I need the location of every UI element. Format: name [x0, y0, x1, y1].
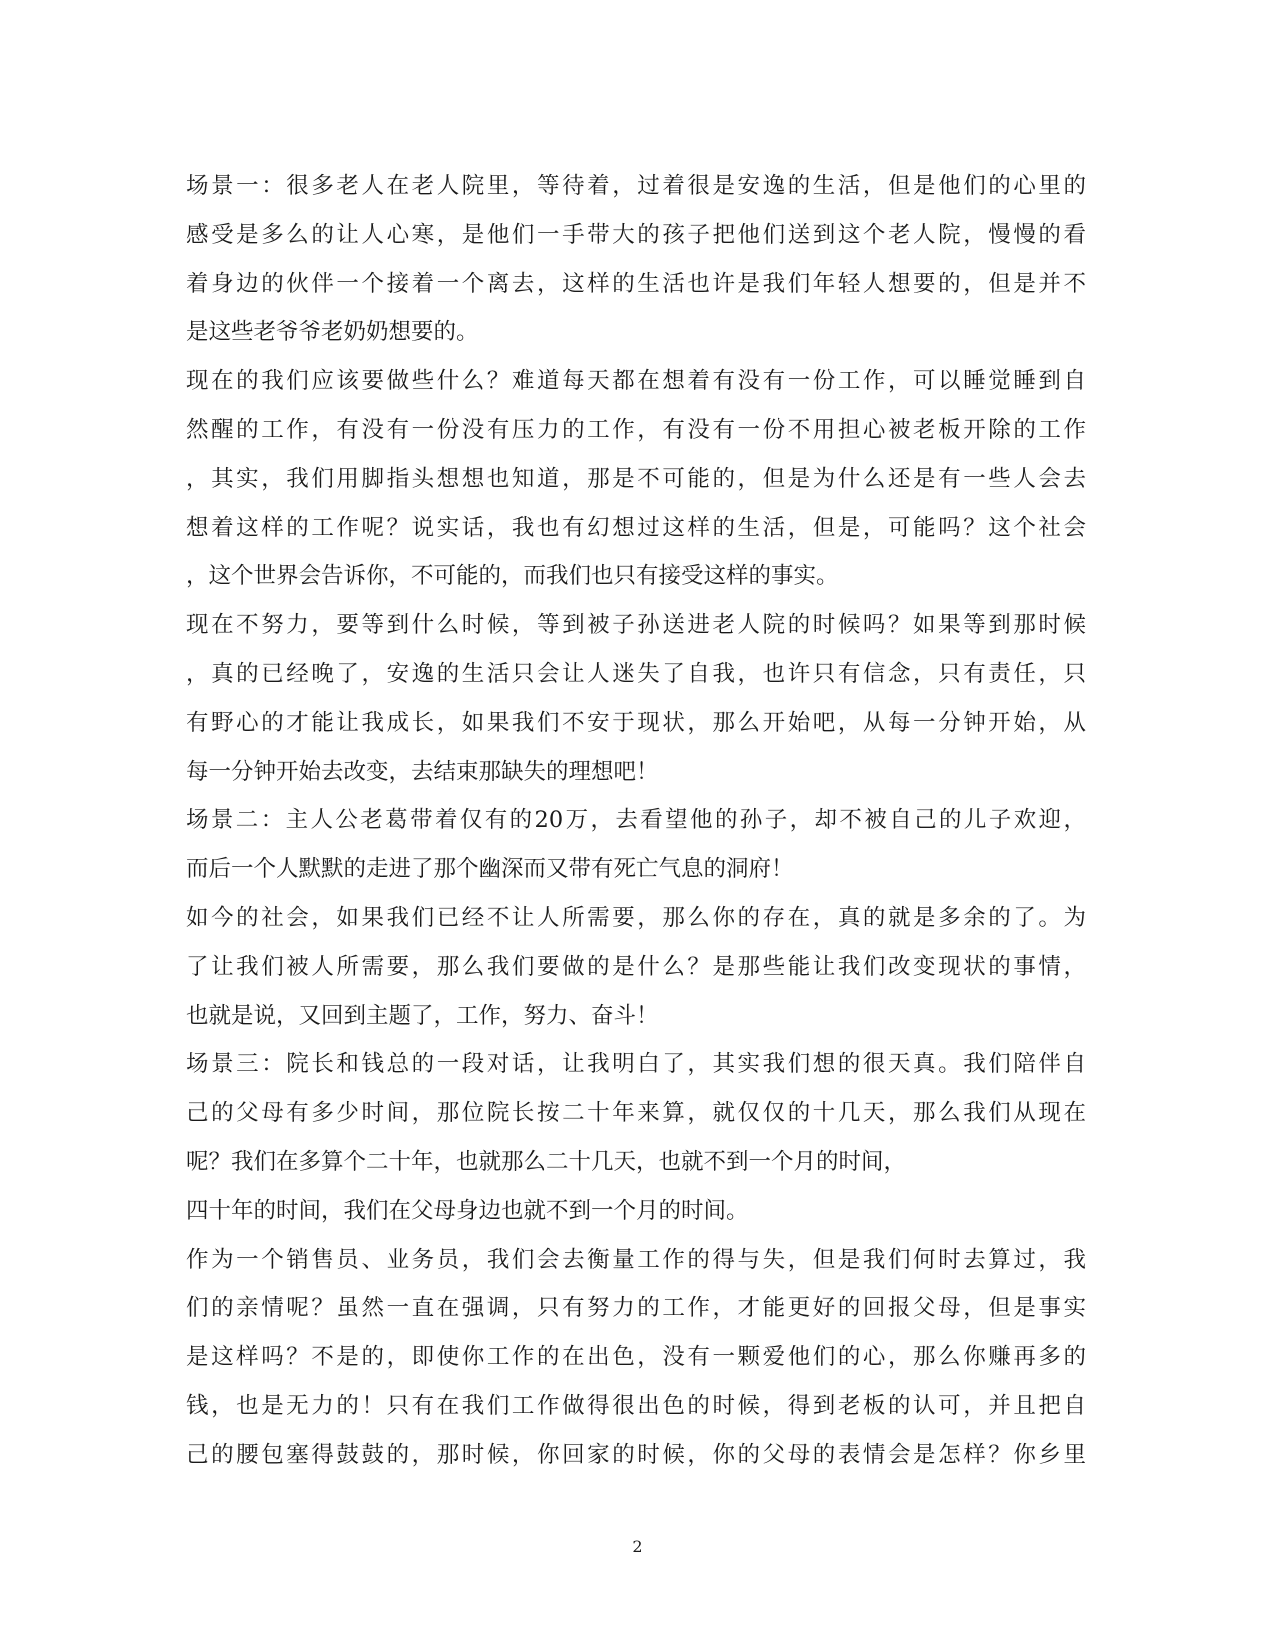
text-line: 现在的我们应该要做些什么？难道每天都在想着有没有一份工作，可以睡觉睡到自	[186, 368, 1086, 395]
text-line: 感受是多么的让人心寒，是他们一手带大的孩子把他们送到这个老人院，慢慢的看	[186, 221, 1086, 248]
text-line: ，这个世界会告诉你，不可能的，而我们也只有接受这样的事实。	[186, 563, 839, 590]
body-text	[186, 162, 1086, 1480]
text-line: 己的腰包塞得鼓鼓的，那时候，你回家的时候，你的父母的表情会是怎样？你乡里	[186, 1441, 1086, 1468]
text-line: ，真的已经晚了，安逸的生活只会让人迷失了自我，也许只有信念，只有责任，只	[186, 660, 1086, 687]
text-line: 而后一个人默默的走进了那个幽深而又带有死亡气息的洞府！	[186, 856, 794, 883]
text-line: 己的父母有多少时间，那位院长按二十年来算，就仅仅的十几天，那么我们从现在	[186, 1100, 1086, 1127]
text-line: 们的亲情呢？虽然一直在强调，只有努力的工作，才能更好的回报父母，但是事实	[186, 1295, 1086, 1322]
text-line: 呢？我们在多算个二十年，也就那么二十几天，也就不到一个月的时间，	[186, 1148, 907, 1175]
text-line: 如今的社会，如果我们已经不让人所需要，那么你的存在，真的就是多余的了。为	[186, 904, 1086, 931]
text-line: 四十年的时间，我们在父母身边也就不到一个月的时间。	[186, 1197, 749, 1224]
text-line: 场景二：主人公老葛带着仅有的20万，去看望他的孙子，却不被自己的儿子欢迎，	[186, 807, 1086, 834]
text-line: 想着这样的工作呢？说实话，我也有幻想过这样的生活，但是，可能吗？这个社会	[186, 514, 1086, 541]
text-line: 然醒的工作，有没有一份没有压力的工作，有没有一份不用担心被老板开除的工作	[186, 416, 1086, 443]
text-line: 场景三：院长和钱总的一段对话，让我明白了，其实我们想的很天真。我们陪伴自	[186, 1051, 1086, 1078]
page-number: 2	[632, 1537, 643, 1556]
text-line: 现在不努力，要等到什么时候，等到被子孙送进老人院的时候吗？如果等到那时候	[186, 612, 1086, 639]
text-line: 场景一：很多老人在老人院里，等待着，过着很是安逸的生活，但是他们的心里的	[186, 173, 1086, 199]
text-line: 是这些老爷爷老奶奶想要的。	[186, 319, 479, 346]
text-line: 有野心的才能让我成长，如果我们不安于现状，那么开始吧，从每一分钟开始，从	[186, 709, 1086, 736]
text-line: 钱，也是无力的！只有在我们工作做得很出色的时候，得到老板的认可，并且把自	[186, 1392, 1086, 1419]
text-line: 也就是说，又回到主题了，工作，努力、奋斗！	[186, 1002, 659, 1029]
text-line: 每一分钟开始去改变，去结束那缺失的理想吧！	[186, 758, 659, 785]
text-line: 着身边的伙伴一个接着一个离去，这样的生活也许是我们年轻人想要的，但是并不	[186, 270, 1086, 297]
text-line: 了让我们被人所需要，那么我们要做的是什么？是那些能让我们改变现状的事情，	[186, 953, 1086, 980]
text-line: 作为一个销售员、业务员，我们会去衡量工作的得与失，但是我们何时去算过，我	[186, 1246, 1086, 1273]
text-line: ，其实，我们用脚指头想想也知道，那是不可能的，但是为什么还是有一些人会去	[186, 465, 1086, 492]
text-line: 是这样吗？不是的，即使你工作的在出色，没有一颗爱他们的心，那么你赚再多的	[186, 1344, 1086, 1371]
